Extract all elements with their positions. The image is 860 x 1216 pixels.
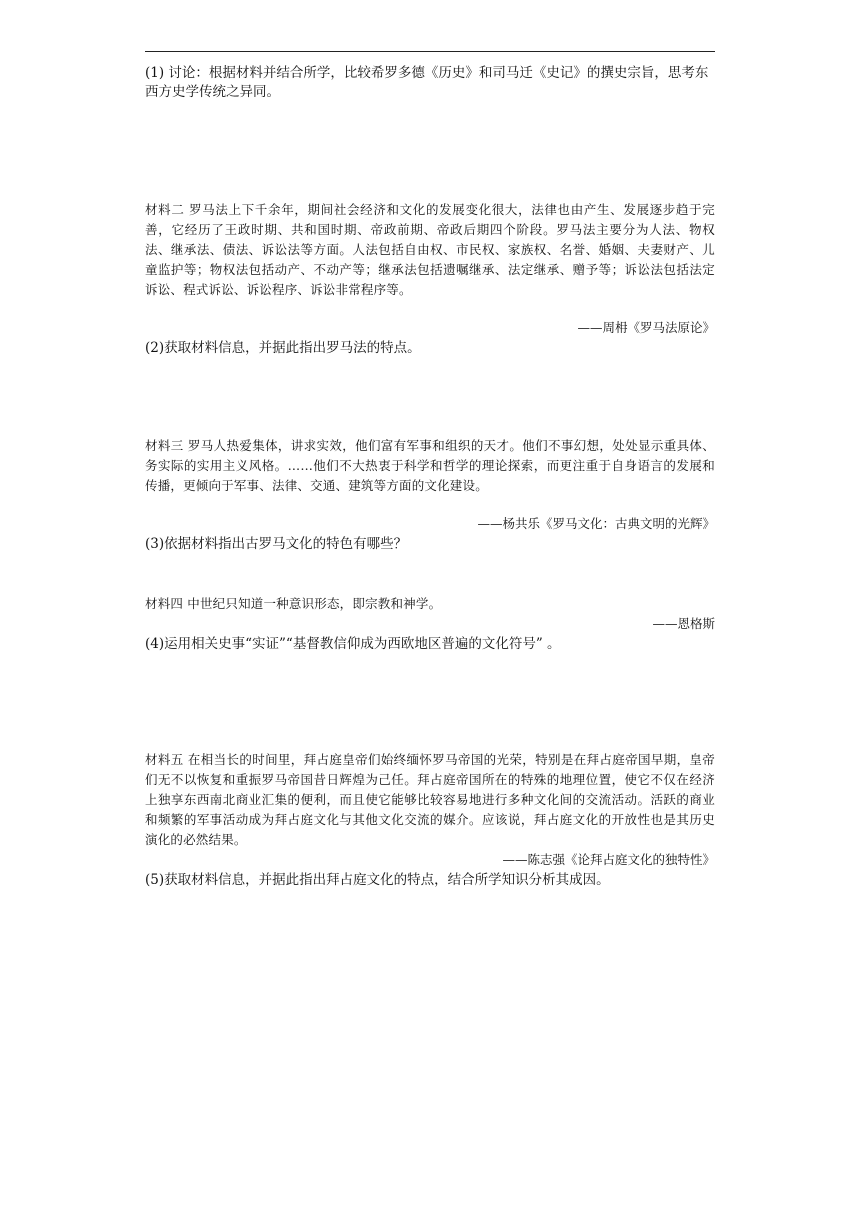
- material-5-source: ——陈志强《论拜占庭文化的独特性》: [502, 852, 715, 867]
- question-5: (5)获取材料信息，并据此指出拜占庭文化的特点，结合所学知识分析其成因。: [145, 872, 610, 888]
- question-3: (3)依据材料指出古罗马文化的特色有哪些？: [145, 536, 408, 552]
- question-1: (1) 讨论：根据材料并结合所学，比较希罗多德《历史》和司马迁《史记》的撰史宗旨，思考东西方史学传统之异同。: [145, 65, 709, 100]
- material-4-source: ——恩格斯: [652, 616, 715, 631]
- material-4-text: 材料四 中世纪只知道一种意识形态，即宗教和神学。: [145, 596, 442, 611]
- material-2-source: ——周枏《罗马法原论》: [577, 320, 715, 335]
- question-2: (2)获取材料信息，并据此指出罗马法的特点。: [145, 340, 421, 356]
- header-rule: [145, 51, 715, 52]
- material-3-source: ——杨共乐《罗马文化：古典文明的光辉》: [477, 516, 715, 531]
- material-5-text: 材料五 在相当长的时间里，拜占庭皇帝们始终缅怀罗马帝国的光荣，特别是在拜占庭帝国早期，皇帝们无不以恢复和重振罗马帝国昔日辉煌为己任。拜占庭帝国所在的特殊的地理位置，使它不仅在经济上独享东西南北商业汇集的便利，而且使它能够比较容易地进行多种文化间的交流活动。活跃的商业和频繁的军事活动成为拜占庭文化与其他文化交流的媒介。应该说，拜占庭文化的开放性也是其历史演化的必然结果。: [145, 752, 715, 847]
- question-4: (4)运用相关史事“实证”“基督教信仰成为西欧地区普遍的文化符号” 。: [145, 636, 561, 652]
- material-3-text: 材料三 罗马人热爱集体，讲求实效，他们富有军事和组织的天才。他们不事幻想，处处显示重具体、务实际的实用主义风格。……他们不大热衷于科学和哲学的理论探索，而更注重于自身语言的发展和传播，更倾向于军事、法律、交通、建筑等方面的文化建设。: [145, 438, 715, 493]
- material-2-text: 材料二 罗马法上下千余年，期间社会经济和文化的发展变化很大，法律也由产生、发展逐步趋于完善，它经历了王政时期、共和国时期、帝政前期、帝政后期四个阶段。罗马法主要分为人法、物权法、继承法、债法、诉讼法等方面。人法包括自由权、市民权、家族权、名誉、婚姻、夫妻财产、儿童监护等；物权法包括动产、不动产等；继承法包括遗嘱继承、法定继承、赠予等；诉讼法包括法定诉讼、程式诉讼、诉讼程序、诉讼非常程序等。: [145, 202, 715, 297]
